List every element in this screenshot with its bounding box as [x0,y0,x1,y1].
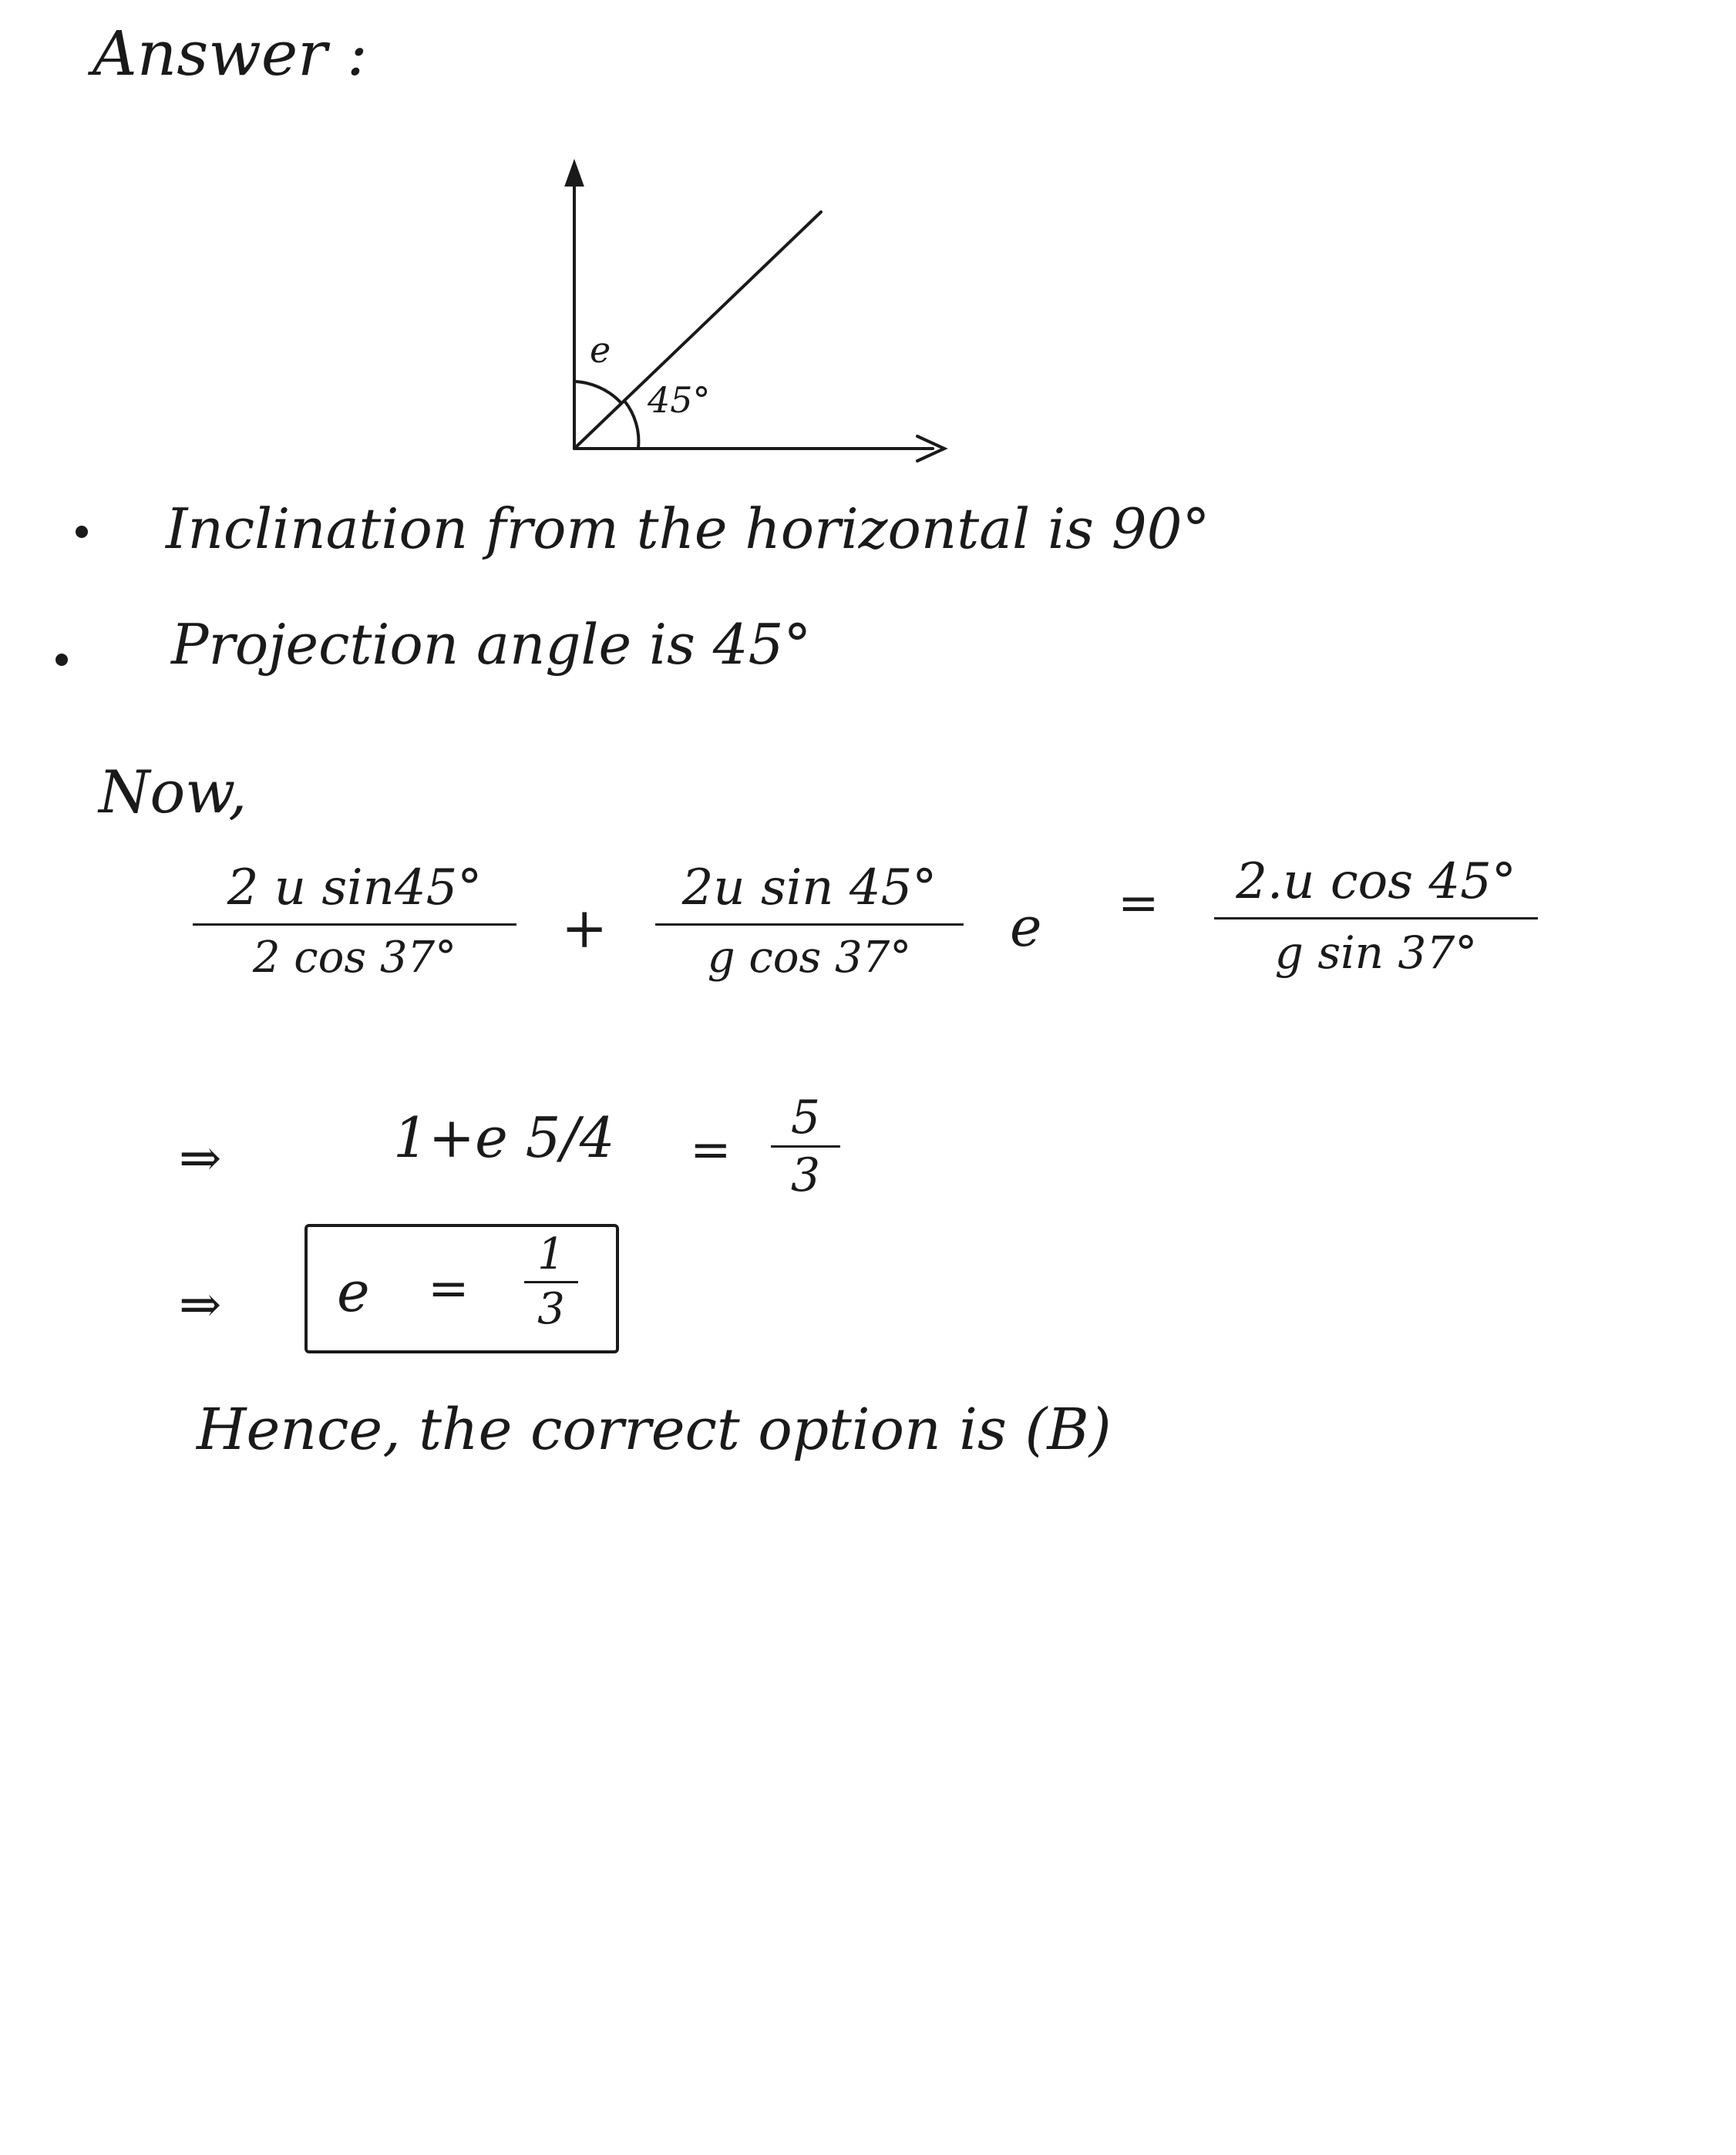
plus-sign: + [561,896,608,960]
term1-numerator: 2 u sin45° [227,859,483,916]
term1-denominator: 2 cos 37° [252,933,457,983]
projectile-diagram [0,0,1736,540]
final-answer-numerator: 1 [537,1229,565,1279]
step1-lhs: 1+e 5/4 [393,1105,615,1170]
step1-rhs-fraction [771,1091,840,1202]
diagram-vertical-label: e [590,329,611,371]
step1-rhs-bar [771,1145,840,1148]
answer-heading: Answer : [93,18,368,89]
term2-denominator: g cos 37° [707,933,912,983]
implies-arrow-1: ⇒ [179,1128,222,1188]
final-answer-denominator: 3 [537,1284,565,1334]
equals-sign: = [1118,875,1159,932]
term1-fraction [193,859,516,983]
term2-numerator: 2u sin 45° [681,859,937,916]
conclusion-text: Hence, the correct option is (B) [197,1397,1112,1463]
term1-bar [193,923,516,926]
vertical-axis-arrow [567,163,582,185]
bullet-text-projection: Projection angle is 45° [171,612,812,677]
rhs-denominator: g sin 37° [1274,926,1478,979]
rhs-fraction [1214,853,1538,979]
step1-rhs-denominator: 3 [790,1148,821,1202]
rhs-numerator: 2.u cos 45° [1236,853,1516,910]
implies-arrow-2: ⇒ [179,1275,222,1334]
bullet-2 [56,654,68,666]
final-answer-equals: = [428,1260,469,1317]
angle-arc [624,401,638,449]
multiplier-e: e [1010,896,1042,959]
final-answer-fraction [524,1229,578,1334]
term2-fraction [655,859,964,983]
angle-arc-vertical [574,382,621,402]
step1-rhs-numerator: 5 [790,1091,821,1145]
now-label: Now, [99,758,247,826]
bullet-1 [76,526,88,538]
step1-equals: = [690,1121,732,1178]
rhs-bar [1214,917,1538,919]
bullet-text-inclination: Inclination from the horizontal is 90° [166,496,1210,561]
final-answer-bar [524,1281,578,1283]
final-answer-variable: e [337,1259,370,1324]
term2-bar [655,923,964,926]
diagram-angle-label: 45° [648,379,711,421]
